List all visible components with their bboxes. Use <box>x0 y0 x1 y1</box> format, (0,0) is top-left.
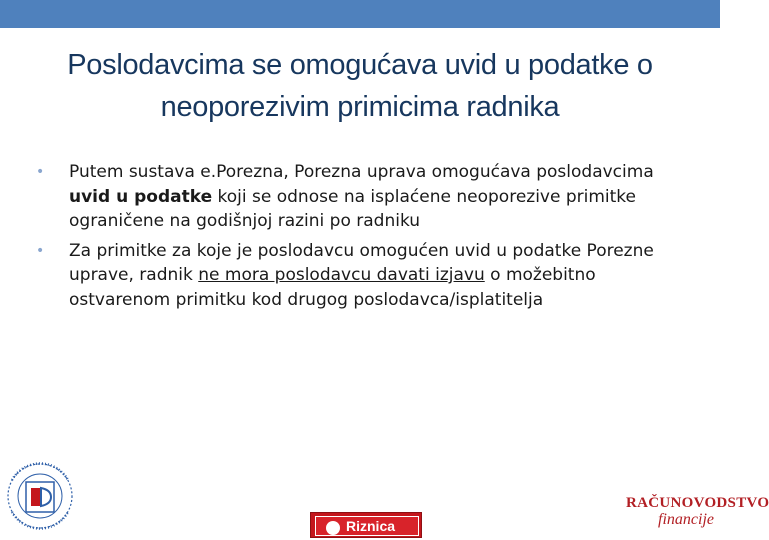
seal-icon <box>4 460 76 530</box>
top-accent-bar <box>0 0 720 28</box>
bullet-bold-text: uvid u podatke <box>69 186 213 207</box>
logo-right-title: RAČUNOVODSTVO <box>626 495 769 511</box>
riznica-logo-text: Riznica <box>346 518 396 534</box>
bullet-underlined-text: ne mora poslodavcu davati izjavu <box>198 265 485 285</box>
logo-right-subtitle: financije <box>658 511 714 528</box>
racunovodstvo-financije-logo <box>622 493 769 537</box>
bullet-text: koji se odnose na isplaćene neoporezive primitke ograničene na godišnjoj razini po radniku <box>69 186 636 231</box>
riznica-logo-frame <box>315 516 419 536</box>
bullet-text: Putem sustava e.Porezna, Porezna uprava omogućava poslodavcima <box>69 162 654 182</box>
riznica-emblem-icon <box>326 521 340 535</box>
slide-title-line2: neoporezivim primicima radnika <box>160 91 560 123</box>
bullet-dot-icon: • <box>36 242 45 259</box>
bullet-text: Za primitke za koje je poslodavcu omogućen uvid u podatke Porezne uprave, radnik <box>69 240 654 285</box>
institution-seal-logo <box>4 460 76 530</box>
bullet-text: o možebitno ostvarenom primitku kod drugog poslodavca/isplatitelja <box>69 265 596 310</box>
bullet-item <box>36 160 676 234</box>
bullet-list <box>36 160 676 317</box>
riznica-logo <box>310 512 422 538</box>
slide-title <box>30 44 690 128</box>
bullet-dot-icon: • <box>36 164 45 180</box>
slide-title-line1: Poslodavcima se omogućava uvid u podatke o <box>67 49 653 81</box>
bullet-item <box>36 239 676 313</box>
